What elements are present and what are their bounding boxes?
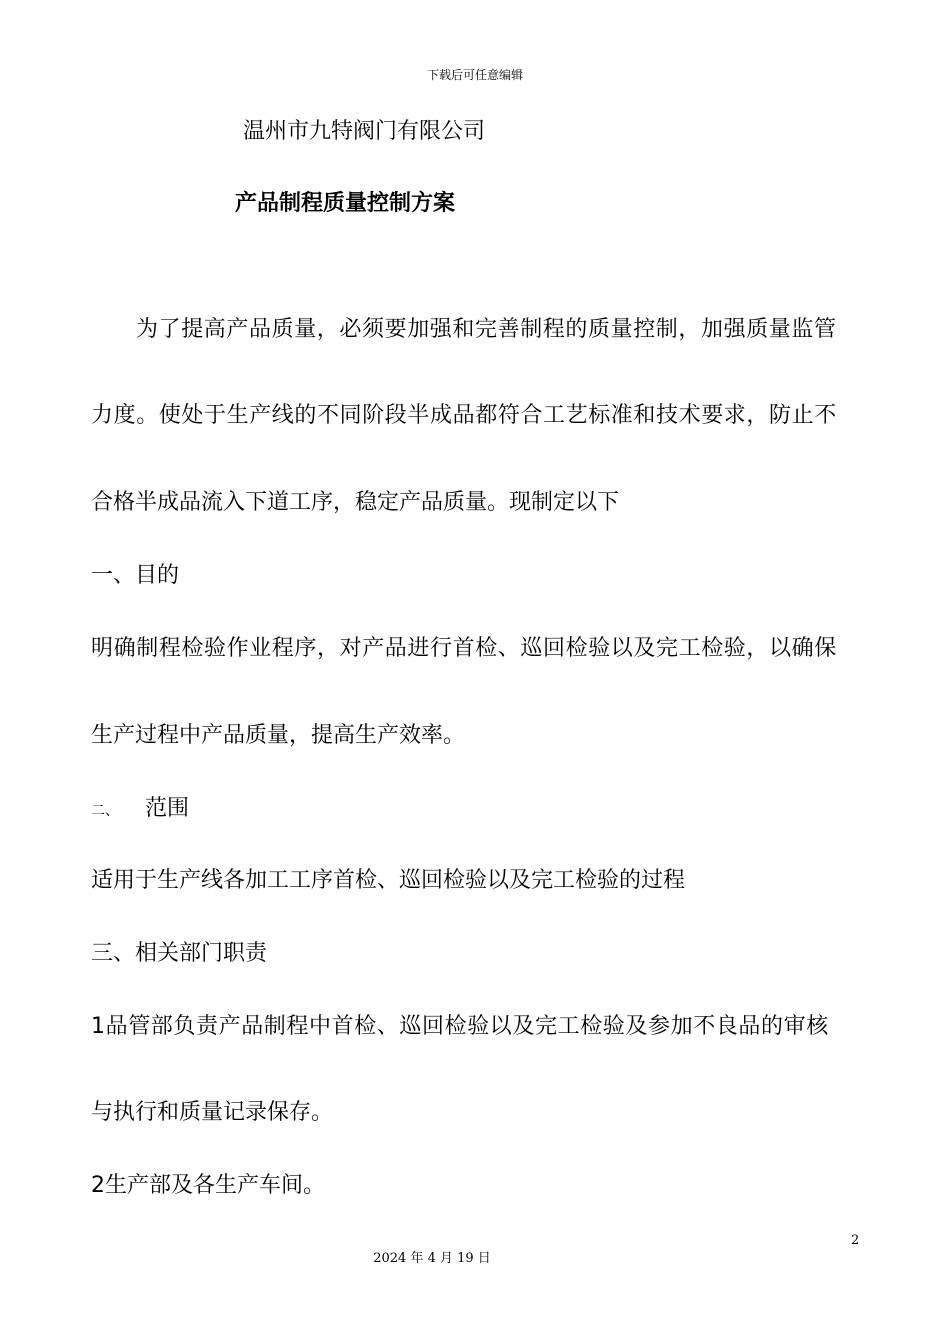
company-name: 温州市九特阀门有限公司 [243, 119, 486, 144]
section-1-heading: 一、目的 [91, 563, 180, 588]
intro-line-2: 力度。使处于生产线的不同阶段半成品都符合工艺标准和技术要求，防止不 [91, 403, 837, 428]
section-1-line-2: 生产过程中产品质量，提高生产效率。 [91, 723, 466, 748]
section-3-item-2: 2生产部及各生产车间。 [91, 1173, 325, 1198]
section-2-heading-text: 范围 [145, 796, 190, 821]
intro-line-3: 合格半成品流入下道工序，稳定产品质量。现制定以下 [91, 490, 620, 515]
section-3-heading: 三、相关部门职责 [91, 941, 268, 966]
section-2-line: 适用于生产线各加工工序首检、巡回检验以及完工检验的过程 [91, 868, 686, 893]
page-number: 2 [851, 1233, 860, 1248]
section-1-line-1: 明确制程检验作业程序，对产品进行首检、巡回检验以及完工检验，以确保 [91, 636, 837, 661]
section-2-heading-number: 二、 [91, 803, 119, 819]
header-note: 下载后可任意编辑 [426, 68, 523, 82]
section-3-item-1-line-1: 1品管部负责产品制程中首检、巡回检验以及完工检验及参加不良品的审核 [91, 1014, 829, 1039]
document-title: 产品制程质量控制方案 [235, 191, 456, 216]
section-3-item-1-line-2: 与执行和质量记录保存。 [91, 1100, 334, 1125]
footer-date: 2024 年 4 月 19 日 [373, 1251, 491, 1266]
section-2-heading [91, 791, 189, 822]
intro-line-1: 为了提高产品质量，必须要加强和完善制程的质量控制，加强质量监管 [136, 317, 837, 342]
